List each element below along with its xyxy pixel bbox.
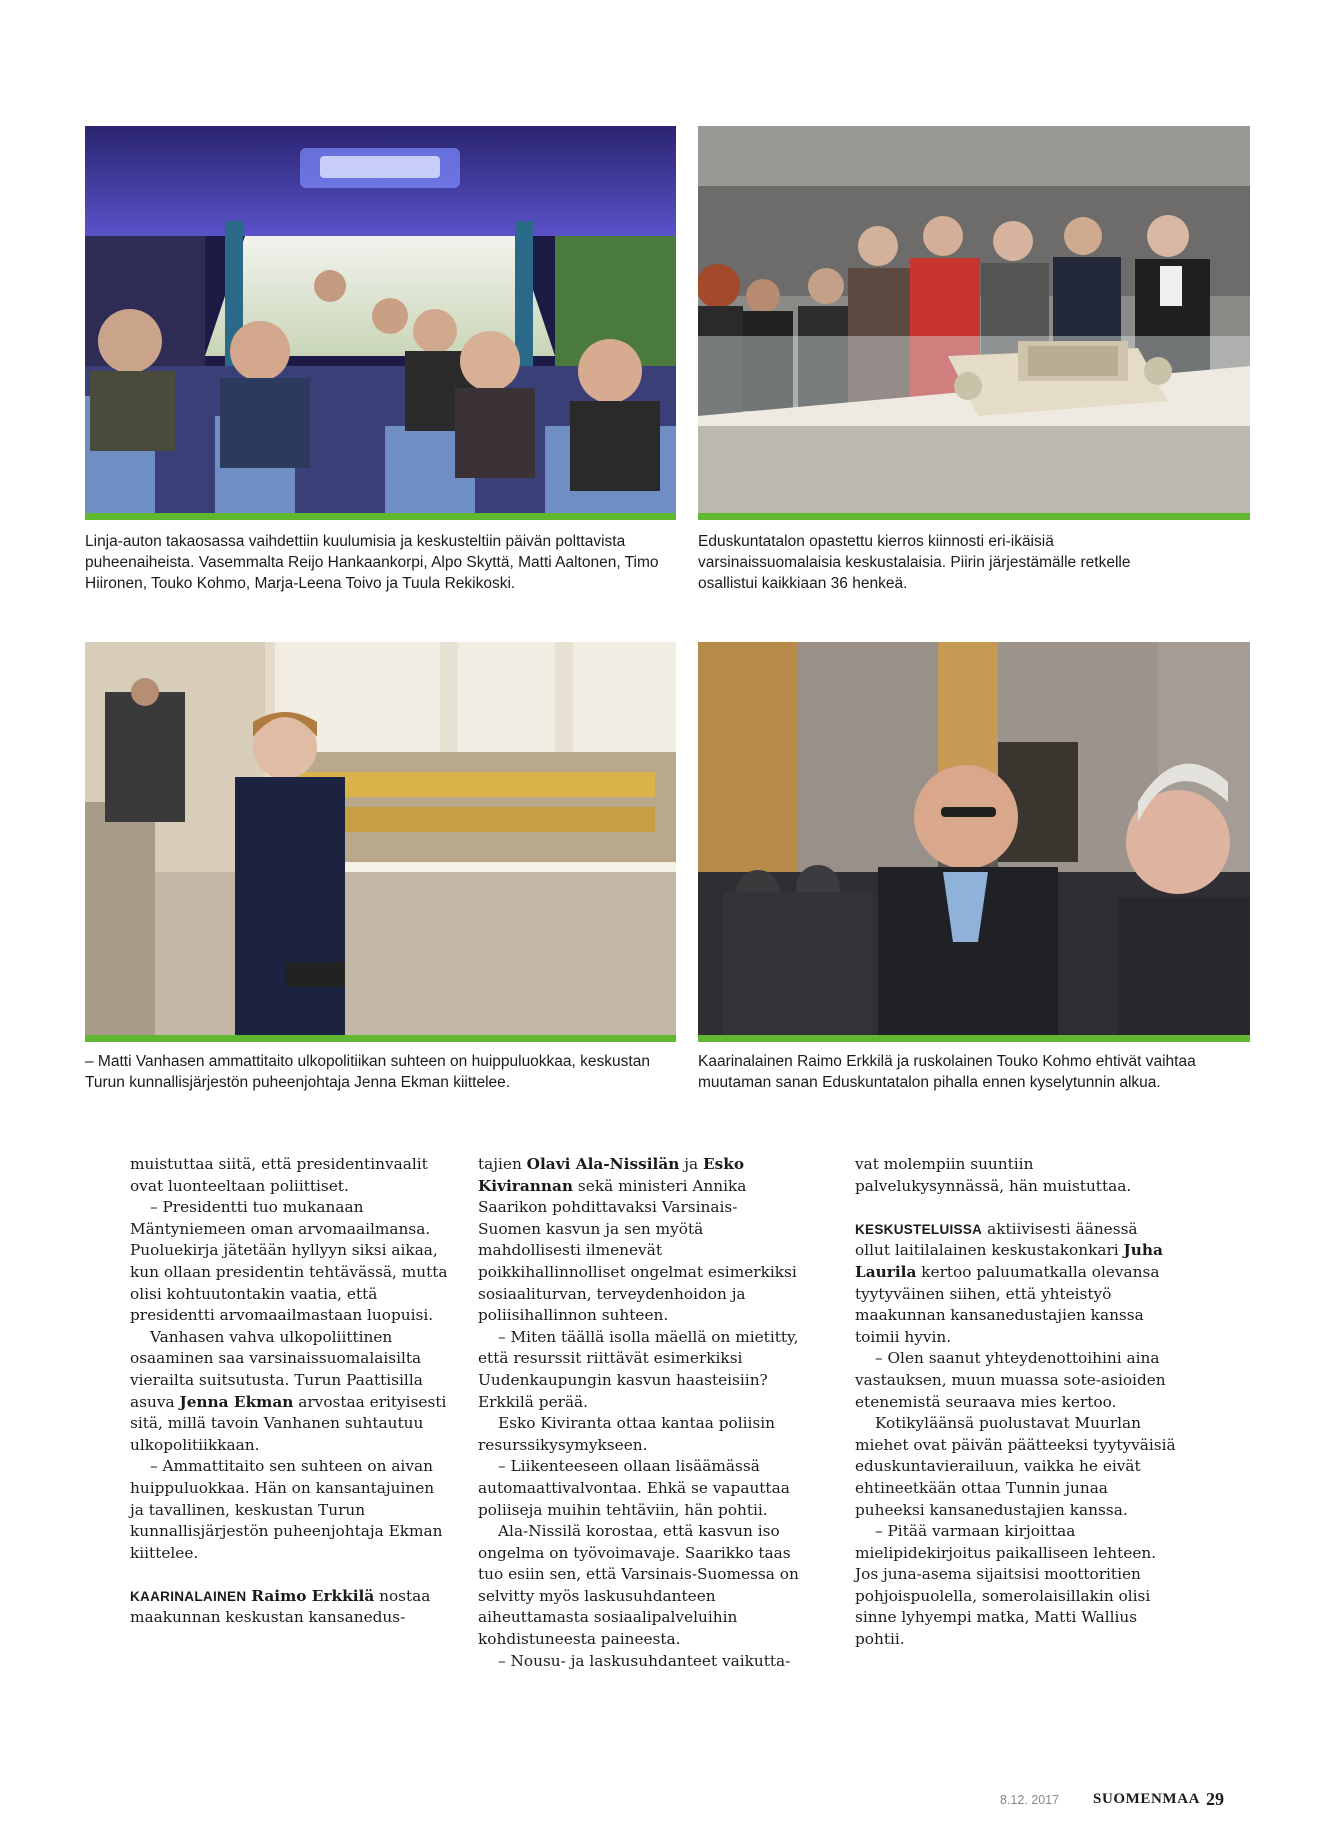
col2-p1-text-c: sekä ministeri Annika Saarikon pohdittavaksi Varsinais-Suomen kasvun ja sen myötä mahdollisesti ilmenevät poikkihallinnolliset ongelmat esimerkiksi sosiaaliturvan, terveydenhoidon ja poliisihallinnon suhteen.	[478, 1176, 797, 1325]
article-column-3	[855, 1154, 1177, 1651]
caption-courtyard: Kaarinalainen Raimo Erkkilä ja ruskolainen Touko Kohmo ehtivät vaihtaa muutaman sanan Eduskuntatalon pihalla ennen kyselytunnin alkua.	[698, 1053, 1196, 1091]
col1-p3-text-b: arvostaa erityisesti sitä, millä tavoin Vanhanen suhtautuu ulkopolitiikkaan.	[130, 1392, 447, 1454]
col2-p1-text-a: tajien	[478, 1155, 527, 1173]
article-column-1	[130, 1154, 452, 1629]
photo-bus-interior	[85, 126, 676, 513]
photo-tour-green-bar	[698, 513, 1250, 520]
col1-paragraph-3	[130, 1327, 452, 1457]
col3-paragraph-4: Kotikyläänsä puolustavat Muurlan miehet ovat päivän päätteeksi tyytyväisiä eduskuntavierailuun, vaikka he eivät ehtineetkään ottaa Tunnin junaa puheeksi kansanedustajien kanssa.	[855, 1414, 1176, 1519]
col3-p2-text-b: kertoo paluumatkalla olevansa tyytyväinen siihen, että yhteistyö maakunnan kansanedustajien kanssa toimii hyvin.	[855, 1262, 1160, 1346]
col2-paragraph-4: – Liikenteeseen ollaan lisäämässä automaattivalvontaa. Ehkä se vapauttaa poliiseja muihin tehtäviin, hän pohtii.	[478, 1457, 790, 1519]
col2-paragraph-1	[478, 1154, 800, 1327]
page-number: 29	[1206, 1789, 1224, 1809]
photo-gallery-green-bar	[85, 1035, 676, 1042]
footer-date: 8.12. 2017	[1000, 1793, 1060, 1807]
publication-name: SUOMENMAA	[1093, 1791, 1201, 1807]
photo-parliament-model-tour	[698, 126, 1250, 513]
col1-paragraph-5	[130, 1586, 452, 1629]
col1-p5-lead: KAARINALAINEN	[130, 1588, 247, 1604]
col1-p5-name: Raimo Erkkilä	[251, 1586, 375, 1605]
col1-p3-text-a: Vanhasen vahva ulkopoliittinen osaaminen saa varsinaissuomalaisilta vierailta suitsutusta. Turun Paattisilla asuva	[130, 1327, 423, 1411]
col1-paragraph-1: muistuttaa siitä, että presidentinvaalit ovat luonteeltaan poliittiset.	[130, 1155, 428, 1195]
col3-p2-name: Juha Laurila	[855, 1241, 1163, 1281]
col2-p1-name-1: Olavi Ala-Nissilän	[526, 1155, 680, 1173]
col2-paragraph-3: Esko Kiviranta ottaa kantaa poliisin resurssikysymykseen.	[478, 1414, 775, 1454]
col2-paragraph-6: – Nousu- ja laskusuhdanteet vaikutta-	[498, 1651, 791, 1670]
photo-bus-green-bar	[85, 513, 676, 520]
col3-paragraph-1: vat molempiin suuntiin palvelukysynnässä, hän muistuttaa.	[855, 1155, 1132, 1195]
col3-p2-lead: KESKUSTELUISSA	[855, 1221, 983, 1237]
col1-paragraph-2: – Presidentti tuo mukanaan Mäntyniemeen oman arvomaailmansa. Puoluekirja jätetään hyllyyn siksi aikaa, kun ollaan presidentin tehtävässä, mutta olisi kohtuutontakin vaatia, että presidentti arvomaailmastaan luopuisi.	[130, 1198, 448, 1325]
col2-paragraph-2: – Miten täällä isolla mäellä on mietitty, että resurssit riittävät esimerkiksi Uudenkaupungin kasvun haasteisiin? Erkkilä perää.	[478, 1327, 799, 1411]
caption-tour: Eduskuntatalon opastettu kierros kiinnosti eri-ikäisiä varsinaissuomalaisia keskustalaisia. Piirin järjestämälle retkelle osallistui kaikkiaan 36 henkeä.	[698, 533, 1131, 592]
article-column-2	[478, 1154, 800, 1672]
col1-p5-text: nostaa maakunnan keskustan kansanedus-	[130, 1586, 431, 1627]
col1-paragraph-4: – Ammattitaito sen suhteen on aivan huippuluokkaa. Hän on kansantajuinen ja tavallinen, keskustan Turun kunnallisjärjestön puheenjohtaja Ekman kiittelee.	[130, 1457, 443, 1562]
col2-paragraph-5: Ala-Nissilä korostaa, että kasvun iso ongelma on työvoimavaje. Saarikko taas tuo esiin sen, että Varsinais-Suomessa on selvitty myös laskusuhdanteen aiheuttamasta sosiaalipalveluihin kohdistuneesta paineesta.	[478, 1522, 799, 1649]
photo-courtyard-green-bar	[698, 1035, 1250, 1042]
photo-courtyard-conversation	[698, 642, 1250, 1035]
caption-gallery: – Matti Vanhasen ammattitaito ulkopolitiikan suhteen on huippuluokkaa, keskustan Turun kunnallisjärjestön puheenjohtaja Jenna Ekman kiittelee.	[85, 1053, 650, 1091]
col2-p1-text-b: ja	[679, 1155, 703, 1173]
col3-p2-text-a: aktiivisesti äänessä ollut laitilalainen keskustakonkari	[855, 1219, 1138, 1260]
page-footer	[1000, 1789, 1256, 1811]
col2-p1-name-2: Esko Kivirannan	[478, 1155, 745, 1195]
col1-p3-name: Jenna Ekman	[179, 1392, 294, 1411]
col3-paragraph-5: – Pitää varmaan kirjoittaa mielipidekirjoitus paikalliseen lehteen. Jos juna-asema sijaitsisi moottoritien pohjoispuolella, somerolaisillakin olisi sinne lyhyempi matka, Matti Wallius pohtii.	[855, 1522, 1157, 1649]
col3-paragraph-2	[855, 1219, 1177, 1349]
col3-paragraph-3: – Olen saanut yhteydenottoihini aina vastauksen, muun muassa sote-asioiden etenemistä seuraava mies kertoo.	[855, 1349, 1166, 1411]
caption-bus: Linja-auton takaosassa vaihdettiin kuulumisia ja keskusteltiin päivän polttavista puheenaiheista. Vasemmalta Reijo Hankaankorpi, Alpo Skyttä, Matti Aaltonen, Timo Hiironen, Touko Kohmo, Marja-Leena Toivo ja Tuula Rekikoski.	[85, 533, 659, 592]
photo-plenary-gallery	[85, 642, 676, 1035]
